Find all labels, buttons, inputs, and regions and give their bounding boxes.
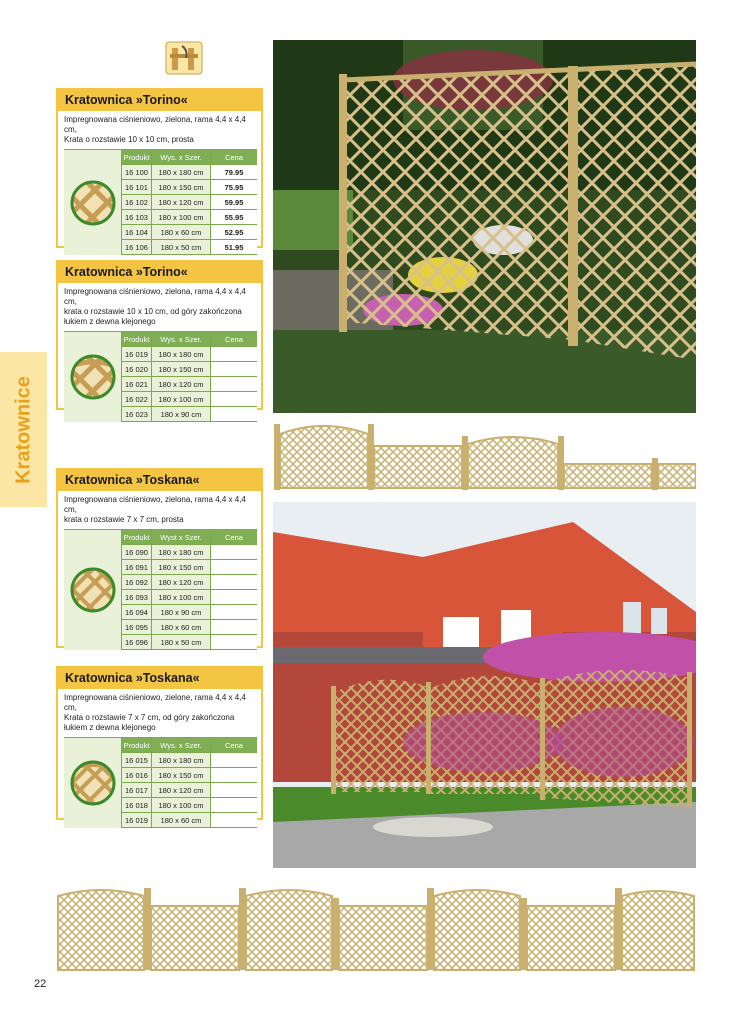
table-row: 16 096 180 x 50 cm [122,635,257,650]
table-row: 16 093 180 x 100 cm [122,590,257,605]
product-description: Impregnowana ciśnieniowo, zielona, rama 4,4 x 4,4 cm, Krata o rozstawie 10 x 10 cm, prosta [64,115,246,144]
table-row: 16 019 180 x 180 cm [122,347,257,362]
lattice-sample-icon [64,150,122,255]
lattice-sample-icon [64,530,122,650]
product-description: Impregnowana ciśnieniowo, zielone, rama 4,4 x 4,4 cm, Krata o rozstawie 7 x 7 cm, od góry zakończona łukiem z dewna klejonego [64,693,246,732]
product-table [64,529,257,650]
table-row: 16 018 180 x 100 cm [122,798,257,813]
table-header: Produkt Wys. x Szer. Cena [122,738,257,753]
table-row: 16 090 180 x 180 cm [122,545,257,560]
product-card-toskana-straight [56,468,263,648]
table-row: 16 022 180 x 100 cm [122,392,257,407]
table-row: 16 091 180 x 150 cm [122,560,257,575]
house-trellis-photo [273,502,696,868]
fence-install-icon [164,40,204,76]
garden-trellis-photo [273,40,696,413]
panel-shapes-strip-arched [56,884,696,972]
product-card-toskana-arched [56,666,263,825]
product-description: Impregnowana ciśnieniowo, zielona, rama 4,4 x 4,4 cm, krata o rozstawie 10 x 10 cm, od góry zakończona łukiem z dewna klejonego [64,287,246,326]
table-row: 16 100 180 x 180 cm 79.95 [122,165,257,180]
table-row: 16 102 180 x 120 cm 59.95 [122,195,257,210]
table-header: Produkt Wys. x Szer. Cena [122,150,257,165]
product-card-torino-arched [56,260,263,419]
table-row: 16 019 180 x 60 cm [122,813,257,828]
product-title: Kratownica »Toskana« [58,668,261,689]
table-row: 16 092 180 x 120 cm [122,575,257,590]
table-row: 16 015 180 x 180 cm [122,753,257,768]
table-row: 16 094 180 x 90 cm [122,605,257,620]
product-title: Kratownica »Toskana« [58,470,261,491]
table-row: 16 104 180 x 60 cm 52.95 [122,225,257,240]
table-row: 16 020 180 x 150 cm [122,362,257,377]
page-number: 22 [34,978,47,990]
side-tab-label: Kratownice [12,375,34,484]
panel-shapes-strip [273,420,696,492]
table-row: 16 103 180 x 100 cm 55.95 [122,210,257,225]
product-title: Kratownica »Torino« [58,262,261,283]
side-tab [0,352,47,507]
table-row: 16 106 180 x 50 cm 51.95 [122,240,257,255]
table-header: Produkt Wyst x Szer. Cena [122,530,257,545]
table-row: 16 095 180 x 60 cm [122,620,257,635]
table-row: 16 023 180 x 90 cm [122,407,257,422]
lattice-sample-icon [64,738,122,828]
product-card-torino-straight [56,88,263,252]
product-table [64,149,257,255]
product-table [64,331,257,422]
table-row: 16 021 180 x 120 cm [122,377,257,392]
lattice-sample-icon [64,332,122,422]
product-description: Impregnowana ciśnieniowo, zielona, rama 4,4 x 4,4 cm, krata o rozstawie 7 x 7 cm, prosta [64,495,246,524]
product-table [64,737,257,828]
table-row: 16 016 180 x 150 cm [122,768,257,783]
table-header: Produkt Wys. x Szer. Cena [122,332,257,347]
product-title: Kratownica »Torino« [58,90,261,111]
table-row: 16 101 180 x 150 cm 75.95 [122,180,257,195]
table-row: 16 017 180 x 120 cm [122,783,257,798]
